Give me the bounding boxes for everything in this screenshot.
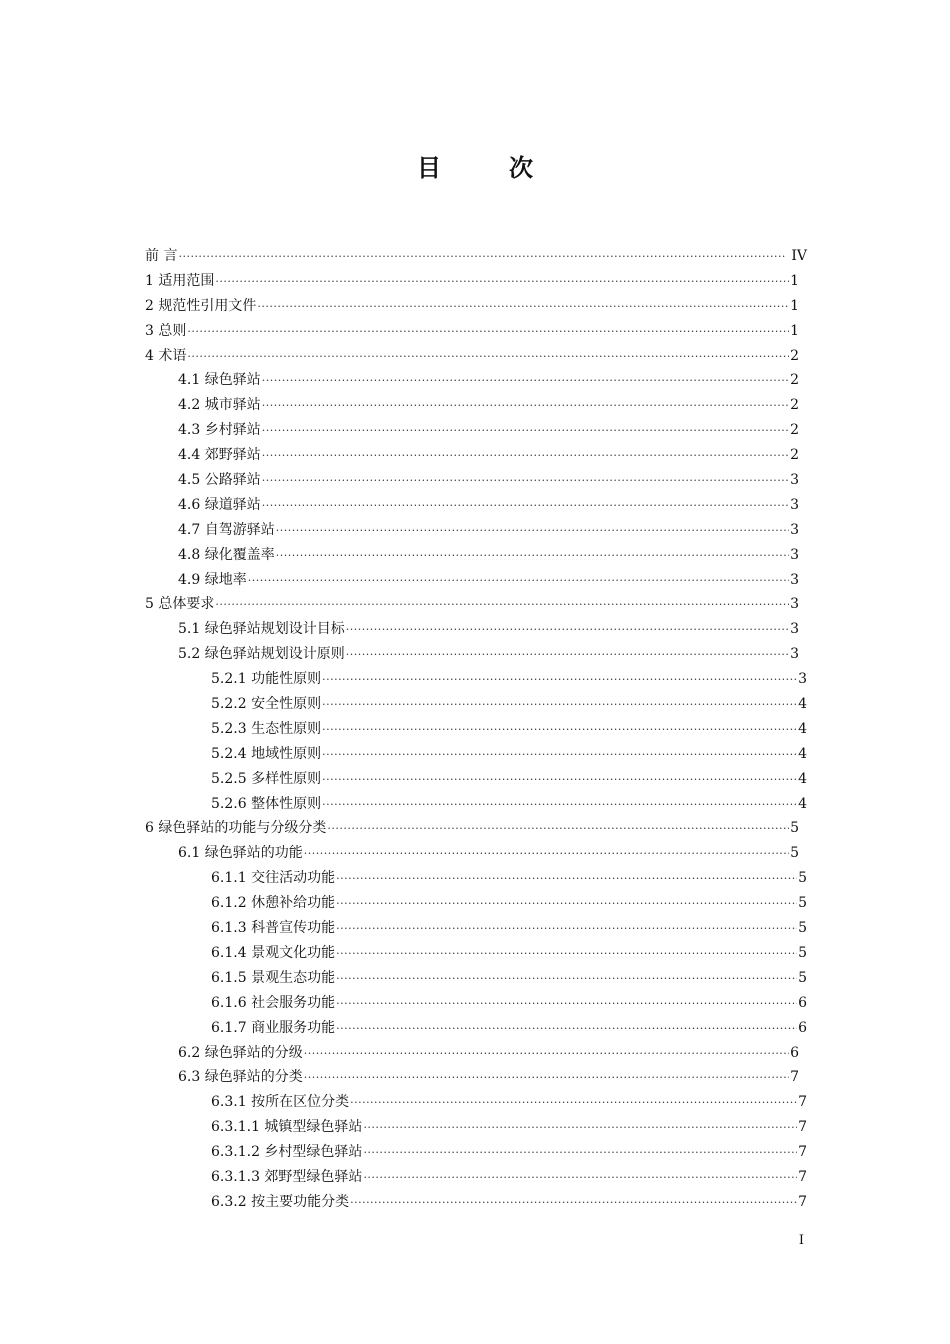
toc-entry-label: 5.2.2 安全性原则	[211, 696, 322, 713]
page-number: I	[798, 1233, 804, 1248]
toc-entry[interactable]	[145, 742, 807, 767]
toc-entry-label: 6.2 绿色驿站的分级	[178, 1044, 303, 1061]
toc-entry[interactable]	[145, 368, 807, 393]
toc-leader-dots	[350, 1091, 797, 1116]
toc-entry-label: 5.1 绿色驿站规划设计目标	[178, 621, 345, 638]
toc-leader-dots	[248, 569, 789, 594]
toc-entry-page: 7	[798, 1094, 807, 1111]
toc-entry-page: 3	[790, 596, 799, 613]
toc-leader-dots	[262, 494, 789, 519]
toc-entry[interactable]	[145, 767, 807, 792]
toc-entry-page: 1	[790, 322, 799, 339]
toc-entry-label: 6 绿色驿站的功能与分级分类	[145, 820, 327, 837]
toc-entry-page: 1	[790, 272, 799, 289]
toc-entry[interactable]	[145, 966, 807, 991]
toc-entry-page: 3	[790, 646, 799, 663]
toc-entry-label: 4.5 公路驿站	[178, 472, 261, 489]
toc-leader-dots	[262, 394, 789, 419]
toc-entry[interactable]	[145, 1065, 807, 1090]
toc-entry[interactable]	[145, 269, 807, 294]
toc-leader-dots	[322, 743, 797, 768]
toc-leader-dots	[215, 270, 789, 295]
table-of-contents	[145, 244, 807, 1215]
toc-entry-page: 3	[790, 472, 799, 489]
toc-leader-dots	[346, 643, 789, 668]
toc-leader-dots	[336, 967, 797, 992]
toc-entry-page: 5	[790, 845, 799, 862]
toc-leader-dots	[363, 1141, 797, 1166]
toc-entry[interactable]	[145, 792, 807, 817]
toc-entry[interactable]	[145, 916, 807, 941]
toc-entry[interactable]	[145, 1090, 807, 1115]
toc-entry-page: 6	[790, 1044, 799, 1061]
toc-entry[interactable]	[145, 1190, 807, 1215]
toc-leader-dots	[336, 892, 797, 917]
toc-entry-page: 2	[790, 347, 799, 364]
toc-entry[interactable]	[145, 1041, 807, 1066]
toc-entry[interactable]	[145, 816, 807, 841]
toc-leader-dots	[336, 1017, 797, 1042]
toc-entry[interactable]	[145, 1165, 807, 1190]
toc-entry-label: 4.9 绿地率	[178, 571, 247, 588]
toc-entry-page: 2	[790, 422, 799, 439]
toc-leader-dots	[304, 1042, 789, 1067]
toc-entry-label: 4.4 郊野驿站	[178, 447, 261, 464]
toc-entry[interactable]	[145, 393, 807, 418]
toc-leader-dots	[322, 768, 797, 793]
toc-entry[interactable]	[145, 568, 807, 593]
toc-entry-page: 5	[798, 870, 807, 887]
toc-entry-label: 5.2.3 生态性原则	[211, 720, 322, 737]
toc-entry[interactable]	[145, 891, 807, 916]
toc-entry-page: 5	[798, 944, 807, 961]
toc-leader-dots	[327, 817, 789, 842]
toc-entry-label: 6.3.2 按主要功能分类	[211, 1193, 350, 1210]
toc-entry[interactable]	[145, 468, 807, 493]
toc-entry-page: 7	[798, 1168, 807, 1185]
toc-entry-label: 6.3 绿色驿站的分类	[178, 1069, 303, 1086]
toc-entry-label: 6.1.1 交往活动功能	[211, 870, 336, 887]
toc-entry-page: 5	[790, 820, 799, 837]
toc-entry-page: 4	[798, 696, 807, 713]
toc-entry-page: 2	[790, 372, 799, 389]
toc-entry-label: 5.2.6 整体性原则	[211, 795, 322, 812]
toc-entry[interactable]	[145, 1140, 807, 1165]
toc-leader-dots	[336, 867, 797, 892]
toc-entry[interactable]	[145, 294, 807, 319]
toc-entry[interactable]	[145, 941, 807, 966]
toc-entry[interactable]	[145, 841, 807, 866]
toc-entry-page: 4	[798, 720, 807, 737]
toc-entry-label: 6.3.1.2 乡村型绿色驿站	[211, 1144, 363, 1161]
toc-leader-dots	[215, 593, 789, 618]
toc-leader-dots	[257, 295, 789, 320]
toc-entry-label: 4.6 绿道驿站	[178, 496, 261, 513]
toc-entry[interactable]	[145, 418, 807, 443]
toc-entry-page: 3	[790, 546, 799, 563]
toc-entry-page: 5	[798, 895, 807, 912]
toc-entry-page: 1	[790, 297, 799, 314]
toc-entry-label: 6.1.7 商业服务功能	[211, 1019, 336, 1036]
toc-entry[interactable]	[145, 617, 807, 642]
toc-entry-label: 3 总则	[145, 322, 187, 339]
toc-entry-page: 7	[798, 1193, 807, 1210]
toc-entry-label: 6.1 绿色驿站的功能	[178, 845, 303, 862]
toc-entry-page: 6	[798, 1019, 807, 1036]
toc-title: 目 次	[417, 153, 555, 182]
toc-leader-dots	[262, 444, 789, 469]
toc-entry-page: 7	[798, 1119, 807, 1136]
toc-entry-label: 5.2 绿色驿站规划设计原则	[178, 646, 345, 663]
toc-leader-dots	[322, 693, 797, 718]
toc-entry[interactable]	[145, 543, 807, 568]
toc-leader-dots	[262, 469, 789, 494]
toc-entry-page: 3	[798, 671, 807, 688]
toc-entry-page: 2	[790, 397, 799, 414]
toc-leader-dots	[336, 992, 797, 1017]
toc-entry-label: 6.1.6 社会服务功能	[211, 994, 336, 1011]
toc-entry[interactable]	[145, 866, 807, 891]
toc-entry-page: 6	[798, 994, 807, 1011]
toc-entry[interactable]	[145, 518, 807, 543]
toc-entry-page: 3	[790, 496, 799, 513]
toc-entry[interactable]	[145, 717, 807, 742]
toc-entry-label: 4.2 城市驿站	[178, 397, 261, 414]
toc-leader-dots	[346, 618, 789, 643]
toc-entry-label: 4.8 绿化覆盖率	[178, 546, 275, 563]
toc-entry-page: 5	[798, 969, 807, 986]
toc-entry-label: 6.1.2 休憩补给功能	[211, 895, 336, 912]
toc-entry-label: 6.3.1.1 城镇型绿色驿站	[211, 1119, 363, 1136]
toc-entry-label: 6.1.5 景观生态功能	[211, 969, 336, 986]
toc-leader-dots	[322, 668, 797, 693]
toc-leader-dots	[322, 793, 797, 818]
toc-entry[interactable]	[145, 1016, 807, 1041]
toc-entry[interactable]	[145, 667, 807, 692]
toc-entry[interactable]	[145, 443, 807, 468]
toc-entry[interactable]	[145, 642, 807, 667]
toc-entry-page: 3	[790, 621, 799, 638]
toc-entry-page: 7	[798, 1144, 807, 1161]
toc-entry-label: 2 规范性引用文件	[145, 297, 257, 314]
toc-entry-label: 4.3 乡村驿站	[178, 422, 261, 439]
toc-leader-dots	[304, 1066, 789, 1091]
toc-entry-page: IV	[791, 248, 807, 264]
toc-leader-dots	[363, 1166, 797, 1191]
toc-leader-dots	[322, 718, 797, 743]
toc-entry-label: 5.2.5 多样性原则	[211, 770, 322, 787]
toc-leader-dots	[187, 345, 789, 370]
toc-entry-page: 7	[790, 1069, 799, 1086]
toc-entry-label: 6.3.1.3 郊野型绿色驿站	[211, 1168, 363, 1185]
toc-entry-label: 1 适用范围	[145, 272, 215, 289]
toc-entry[interactable]	[145, 592, 807, 617]
toc-entry[interactable]	[145, 319, 807, 344]
toc-leader-dots	[350, 1191, 797, 1216]
toc-leader-dots	[276, 544, 789, 569]
toc-leader-dots	[363, 1116, 797, 1141]
toc-entry[interactable]	[145, 1115, 807, 1140]
toc-entry-page: 3	[790, 521, 799, 538]
toc-leader-dots	[262, 369, 789, 394]
toc-entry[interactable]	[145, 692, 807, 717]
toc-entry-page: 3	[790, 571, 799, 588]
toc-entry-page: 2	[790, 447, 799, 464]
toc-leader-dots	[178, 245, 790, 270]
toc-entry[interactable]	[145, 344, 807, 369]
toc-leader-dots	[262, 419, 789, 444]
toc-leader-dots	[276, 519, 789, 544]
toc-entry[interactable]	[145, 991, 807, 1016]
toc-leader-dots	[304, 842, 789, 867]
toc-entry-label: 6.1.4 景观文化功能	[211, 944, 336, 961]
toc-entry-label: 4.7 自驾游驿站	[178, 521, 275, 538]
toc-entry-page: 4	[798, 795, 807, 812]
toc-entry-label: 5 总体要求	[145, 596, 215, 613]
toc-leader-dots	[336, 942, 797, 967]
toc-entry-label: 5.2.4 地域性原则	[211, 745, 322, 762]
toc-entry-label: 前 言	[145, 248, 178, 264]
toc-leader-dots	[187, 320, 789, 345]
toc-entry-page: 5	[798, 920, 807, 937]
toc-entry-page: 4	[798, 745, 807, 762]
toc-leader-dots	[336, 917, 797, 942]
toc-entry-label: 6.1.3 科普宣传功能	[211, 920, 336, 937]
toc-entry-page: 4	[798, 770, 807, 787]
toc-entry-label: 6.3.1 按所在区位分类	[211, 1094, 350, 1111]
toc-entry[interactable]	[145, 244, 807, 269]
toc-entry-label: 4.1 绿色驿站	[178, 372, 261, 389]
toc-entry-label: 5.2.1 功能性原则	[211, 671, 322, 688]
toc-entry[interactable]	[145, 493, 807, 518]
toc-entry-label: 4 术语	[145, 347, 187, 364]
